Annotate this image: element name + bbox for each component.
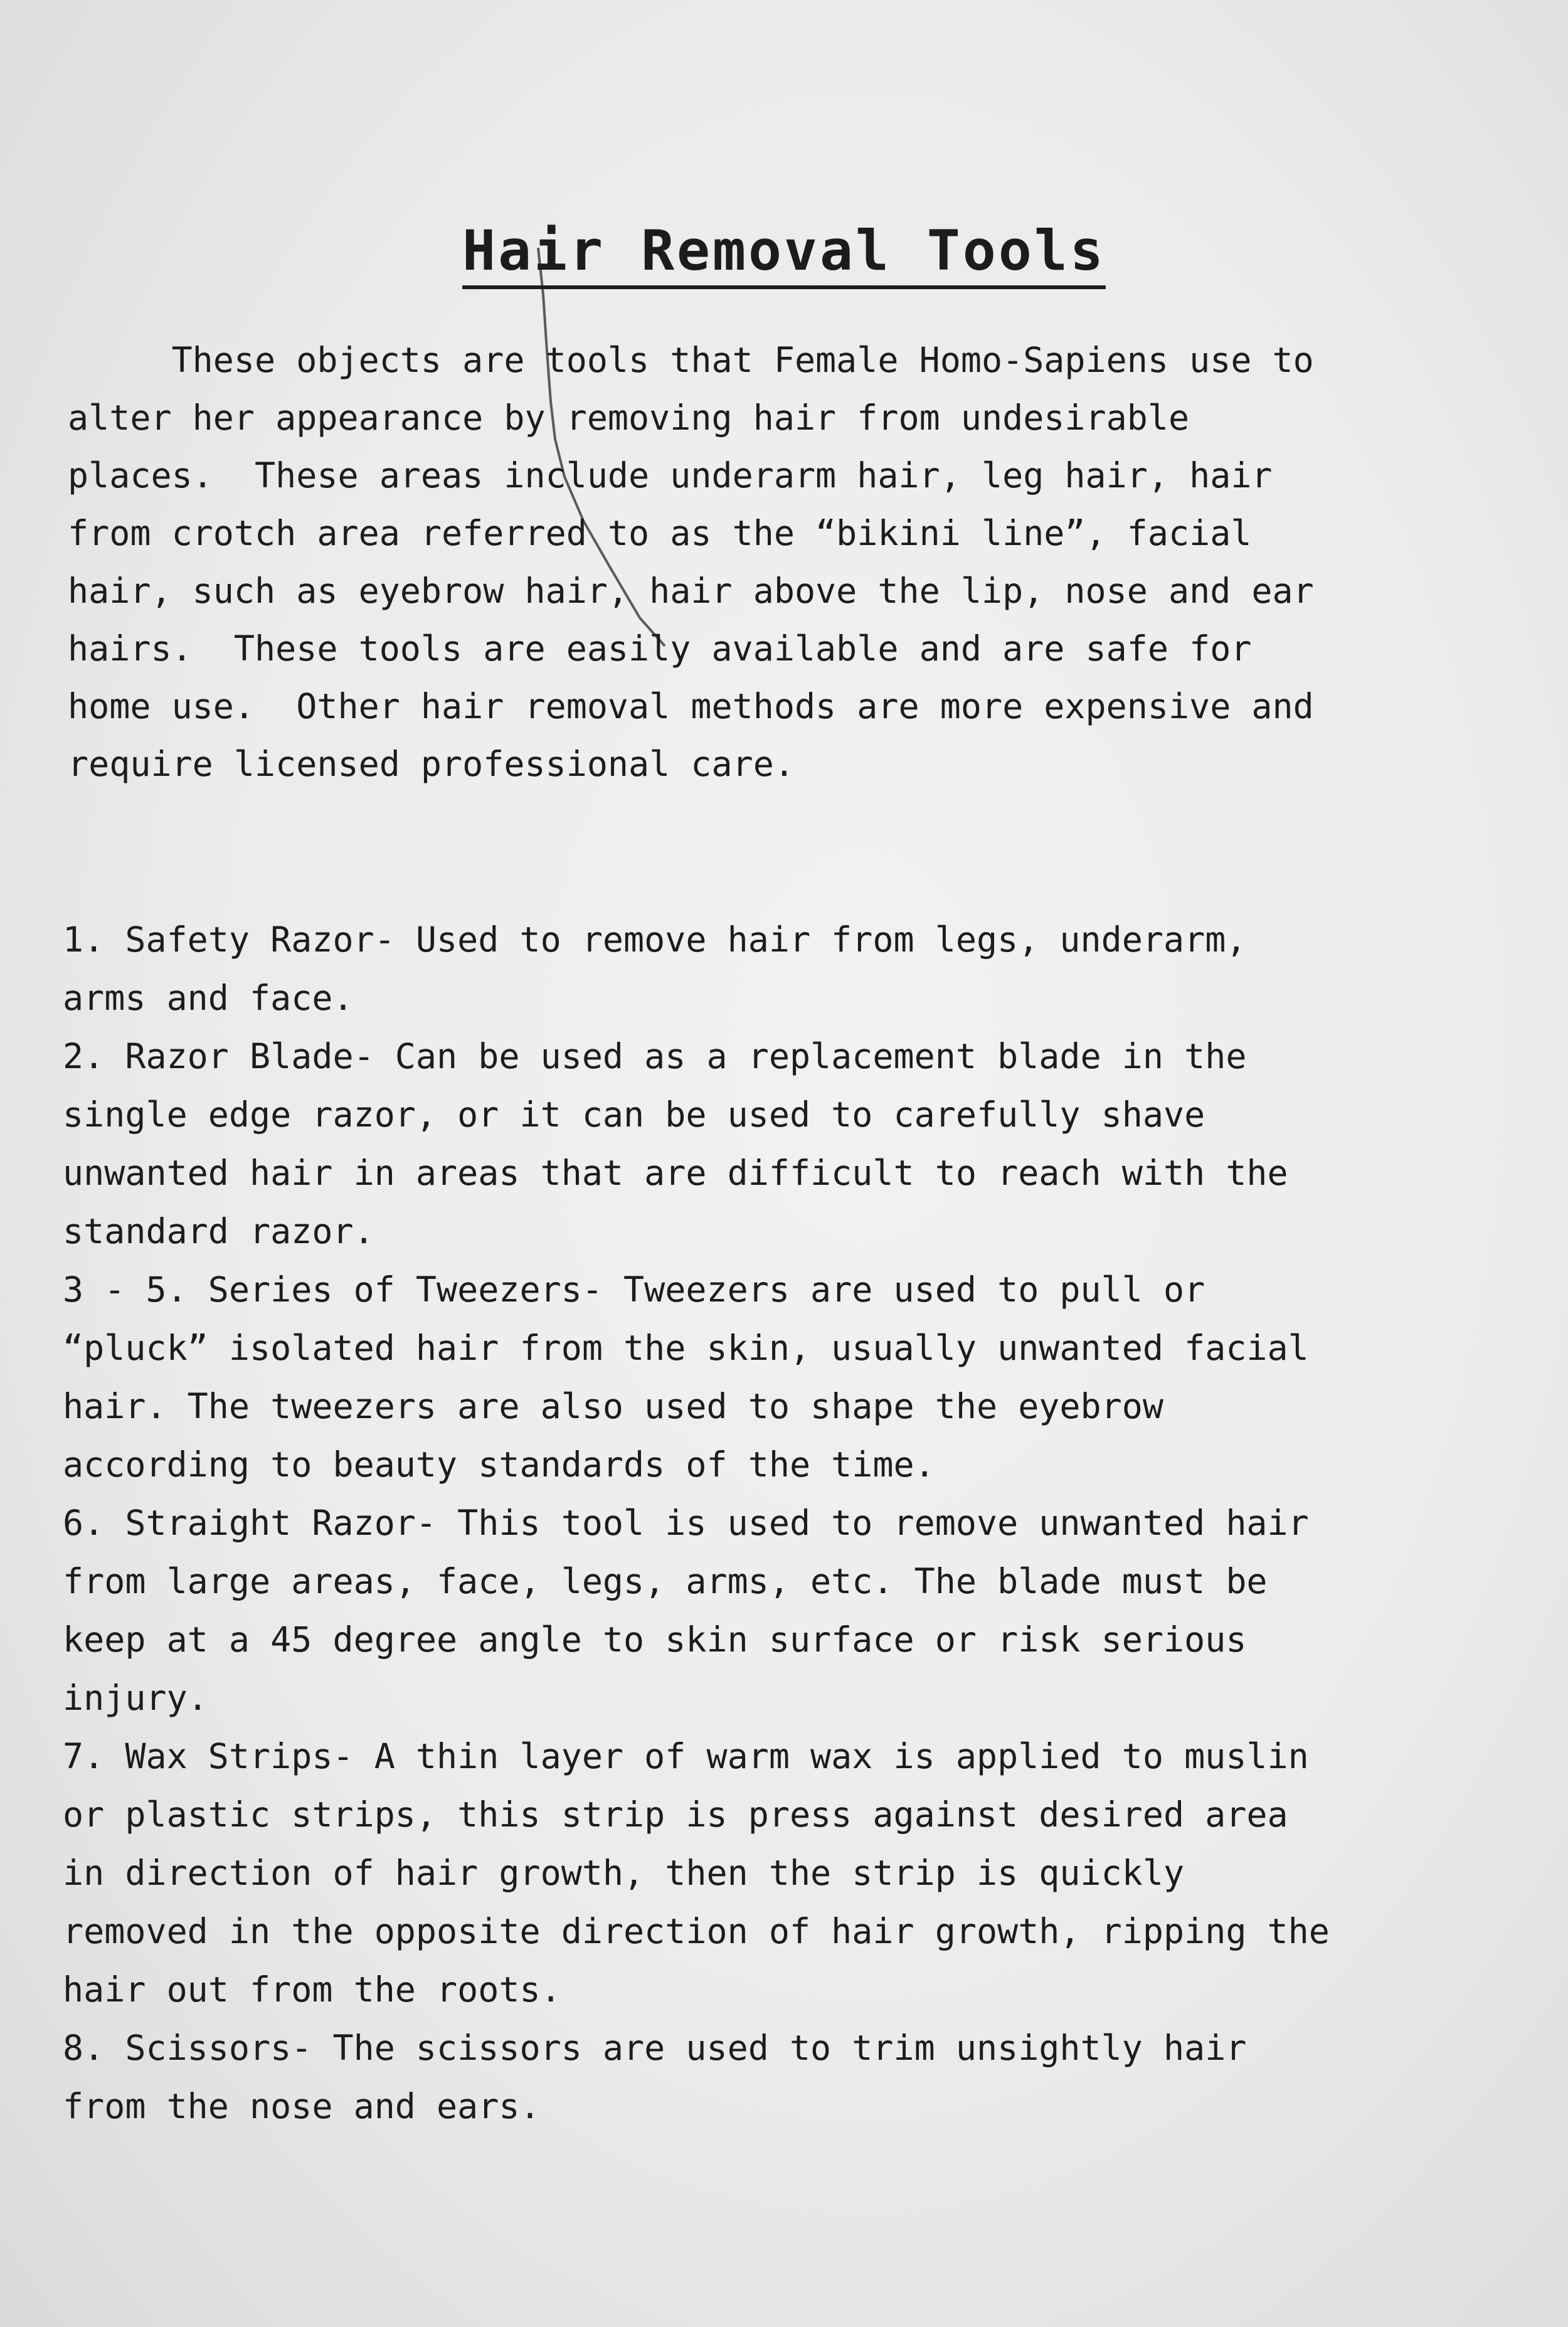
intro-line: from crotch area referred to as the “bikini line”, facial [68, 513, 1252, 553]
list-item-safety-razor [63, 911, 1480, 1027]
intro-line: places. These areas include underarm hair, leg hair, hair [68, 455, 1273, 496]
list-item-line: 8. Scissors- The scissors are used to trim unsightly hair [63, 2028, 1247, 2068]
list-item-line: arms and face. [63, 978, 354, 1018]
list-item-line: in direction of hair growth, then the strip is quickly [63, 1853, 1185, 1893]
list-item-line: removed in the opposite direction of hair growth, ripping the [63, 1911, 1330, 1951]
list-item-line: hair. The tweezers are also used to shape the eyebrow [63, 1386, 1163, 1426]
list-item-scissors [63, 2019, 1480, 2136]
list-item-line: “pluck” isolated hair from the skin, usually unwanted facial [63, 1328, 1309, 1368]
list-item-line: 3 - 5. Series of Tweezers- Tweezers are used to pull or [63, 1270, 1205, 1310]
intro-line: hairs. These tools are easily available and are safe for [68, 628, 1252, 669]
list-item-line: injury. [63, 1678, 208, 1718]
intro-paragraph [68, 331, 1473, 793]
list-item-line: standard razor. [63, 1211, 374, 1251]
list-item-line: according to beauty standards of the time. [63, 1444, 935, 1485]
intro-line: These objects are tools that Female Homo-Sapiens use to [68, 340, 1314, 380]
list-item-line: keep at a 45 degree angle to skin surface or risk serious [63, 1619, 1247, 1660]
list-item-line: 7. Wax Strips- A thin layer of warm wax is applied to muslin [63, 1736, 1309, 1776]
list-item-line: 6. Straight Razor- This tool is used to remove unwanted hair [63, 1503, 1309, 1543]
list-item-line: unwanted hair in areas that are difficult to reach with the [63, 1153, 1288, 1193]
intro-line: hair, such as eyebrow hair, hair above the lip, nose and ear [68, 571, 1314, 611]
intro-line: require licensed professional care. [68, 744, 795, 784]
tool-list [63, 911, 1480, 2136]
list-item-razor-blade [63, 1027, 1480, 1261]
list-item-wax-strips [63, 1727, 1480, 2019]
page-title [0, 218, 1568, 283]
list-item-line: from the nose and ears. [63, 2086, 541, 2126]
page-title-text: Hair Removal Tools [462, 218, 1106, 289]
list-item-line: 1. Safety Razor- Used to remove hair from legs, underarm, [63, 920, 1247, 960]
intro-line: home use. Other hair removal methods are more expensive and [68, 686, 1314, 726]
intro-line: alter her appearance by removing hair from undesirable [68, 398, 1190, 438]
list-item-line: or plastic strips, this strip is press against desired area [63, 1794, 1288, 1835]
list-item-line: hair out from the roots. [63, 1969, 561, 2010]
list-item-line: from large areas, face, legs, arms, etc. The blade must be [63, 1561, 1268, 1601]
list-item-straight-razor [63, 1494, 1480, 1727]
list-item-tweezers [63, 1261, 1480, 1494]
list-item-line: 2. Razor Blade- Can be used as a replacement blade in the [63, 1036, 1247, 1076]
list-item-line: single edge razor, or it can be used to carefully shave [63, 1095, 1205, 1135]
